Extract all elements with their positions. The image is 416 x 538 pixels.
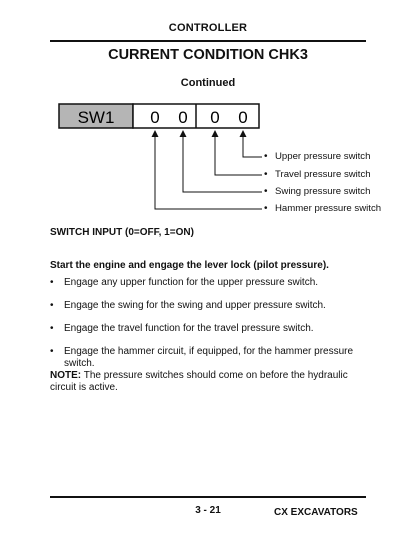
switch-input-heading: SWITCH INPUT (0=OFF, 1=ON) <box>50 227 194 238</box>
digit-upper: 0 <box>238 108 248 127</box>
callout-hammer-pressure-switch: Hammer pressure switch <box>275 203 382 214</box>
footer-rule <box>50 496 366 498</box>
note-label: NOTE: <box>50 370 82 381</box>
page-number: 3 - 21 <box>195 505 221 516</box>
callout-bullet: • <box>264 151 268 162</box>
callout-swing-pressure-switch: Swing pressure switch <box>275 186 371 197</box>
instructions-heading: Start the engine and engage the lever lock (pilot pressure). <box>50 260 329 271</box>
page-subtitle: Continued <box>180 77 236 89</box>
callout-upper-pressure-switch: Upper pressure switch <box>275 151 371 162</box>
arrowheads <box>152 130 247 137</box>
digit-travel: 0 <box>210 108 220 127</box>
sw1-label: SW1 <box>77 108 115 127</box>
instruction-list <box>50 277 380 381</box>
callout-bullet: • <box>264 169 268 180</box>
digit-hammer: 0 <box>150 108 160 127</box>
list-item: • Engage the hammer circuit, if equipped, for the hammer pressure switch. <box>50 346 354 369</box>
note-paragraph <box>50 370 370 394</box>
page-title: CURRENT CONDITION CHK3 <box>108 47 308 63</box>
callout-bullet: • <box>264 186 268 197</box>
list-item: • Engage the swing for the swing and upper pressure switch. <box>50 300 326 311</box>
callout-travel-pressure-switch: Travel pressure switch <box>275 169 371 180</box>
note-text: The pressure switches should come on before the hydraulic circuit is active. <box>50 370 348 393</box>
manual-title: CX EXCAVATORS <box>274 507 358 518</box>
list-item: • Engage any upper function for the upper pressure switch. <box>50 277 319 288</box>
list-item: • Engage the travel function for the travel pressure switch. <box>50 323 314 334</box>
callout-leaders <box>155 136 262 209</box>
digit-swing: 0 <box>178 108 188 127</box>
running-header: CONTROLLER <box>168 22 248 34</box>
callout-bullet: • <box>264 203 268 214</box>
